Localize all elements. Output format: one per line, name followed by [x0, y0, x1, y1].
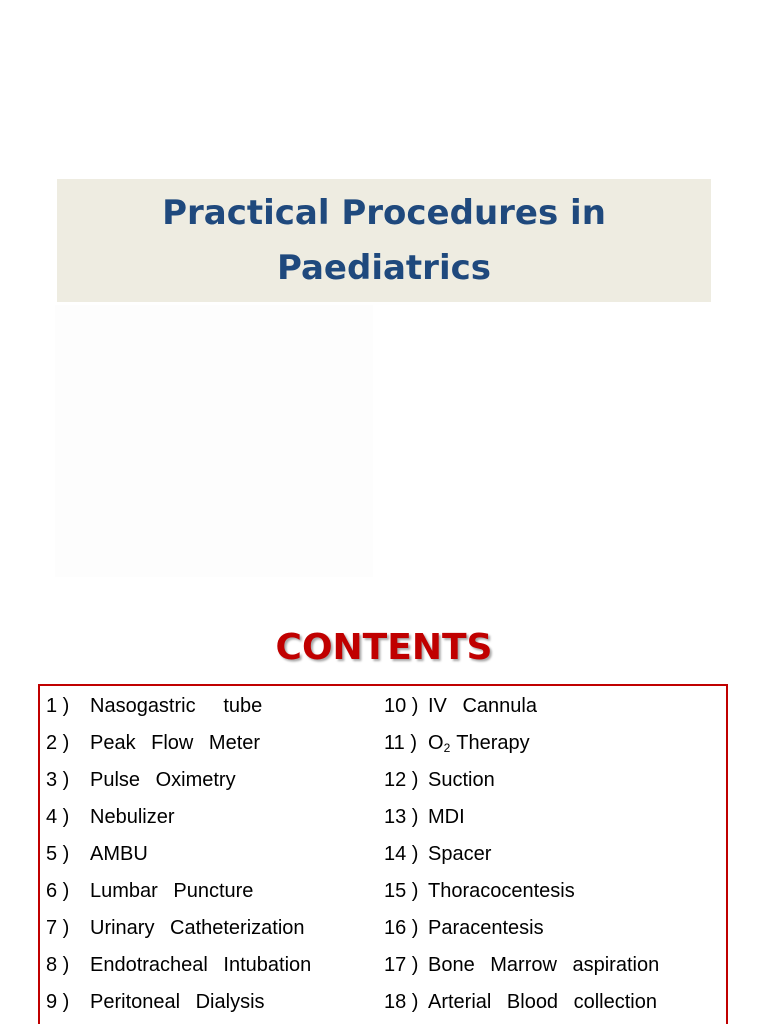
item-label: Suction: [428, 769, 495, 791]
contents-item-4: [46, 799, 386, 836]
page-title: Practical Procedures in Paediatrics: [162, 192, 606, 288]
contents-item-9: [46, 984, 386, 1021]
contents-box: [38, 684, 728, 1024]
item-label: Nebulizer: [90, 806, 175, 828]
item-number: 3 ): [46, 769, 70, 791]
item-label-after: Therapy: [456, 732, 530, 754]
contents-item-10: [384, 688, 724, 725]
item-label: Urinary Catheterization: [90, 917, 305, 939]
item-label: Peak Flow Meter: [90, 732, 261, 754]
item-label: Endotracheal Intubation: [90, 954, 312, 976]
item-number: 2 ): [46, 732, 70, 754]
item-label: Nasogastric tube: [90, 695, 263, 717]
contents-item-13: [384, 799, 724, 836]
contents-item-11: [384, 725, 724, 762]
item-number: 15 ): [384, 880, 419, 902]
item-label: Paracentesis: [428, 917, 544, 939]
item-label: Peritoneal Dialysis: [90, 991, 265, 1013]
title-band: [57, 179, 711, 302]
contents-item-12: [384, 762, 724, 799]
item-label: Spacer: [428, 843, 492, 865]
item-label: Thoracocentesis: [428, 880, 575, 902]
item-label: O: [428, 732, 444, 754]
contents-item-7: [46, 910, 386, 947]
item-label: Arterial Blood collection: [428, 991, 657, 1013]
contents-item-3: [46, 762, 386, 799]
item-number: 18 ): [384, 991, 419, 1013]
item-number: 4 ): [46, 806, 70, 828]
item-number: 11 ): [384, 732, 417, 754]
contents-item-1: [46, 688, 386, 725]
item-number: 10 ): [384, 695, 419, 717]
contents-item-18: [384, 984, 724, 1021]
blank-placeholder-panel: [55, 305, 373, 577]
item-number: 16 ): [384, 917, 419, 939]
contents-item-16: [384, 910, 724, 947]
item-number: 1 ): [46, 695, 70, 717]
item-label: MDI: [428, 806, 465, 828]
item-number: 7 ): [46, 917, 70, 939]
contents-item-17: [384, 947, 724, 984]
item-label: IV Cannula: [428, 695, 537, 717]
item-subscript: 2: [443, 741, 451, 755]
contents-item-14: [384, 836, 724, 873]
item-number: 12 ): [384, 769, 419, 791]
contents-heading: CONTENTS: [275, 627, 493, 668]
contents-left-column: [46, 688, 386, 1021]
item-number: 8 ): [46, 954, 70, 976]
item-number: 9 ): [46, 991, 70, 1013]
item-number: 14 ): [384, 843, 419, 865]
item-label: Lumbar Puncture: [90, 880, 254, 902]
contents-item-6: [46, 873, 386, 910]
item-label: AMBU: [90, 843, 148, 865]
item-label: Pulse Oximetry: [90, 769, 236, 791]
item-number: 5 ): [46, 843, 70, 865]
item-number: 6 ): [46, 880, 70, 902]
item-label: Bone Marrow aspiration: [428, 954, 660, 976]
contents-item-2: [46, 725, 386, 762]
contents-right-column: [384, 688, 724, 1021]
contents-item-15: [384, 873, 724, 910]
item-number: 13 ): [384, 806, 419, 828]
contents-item-8: [46, 947, 386, 984]
item-number: 17 ): [384, 954, 419, 976]
contents-item-5: [46, 836, 386, 873]
